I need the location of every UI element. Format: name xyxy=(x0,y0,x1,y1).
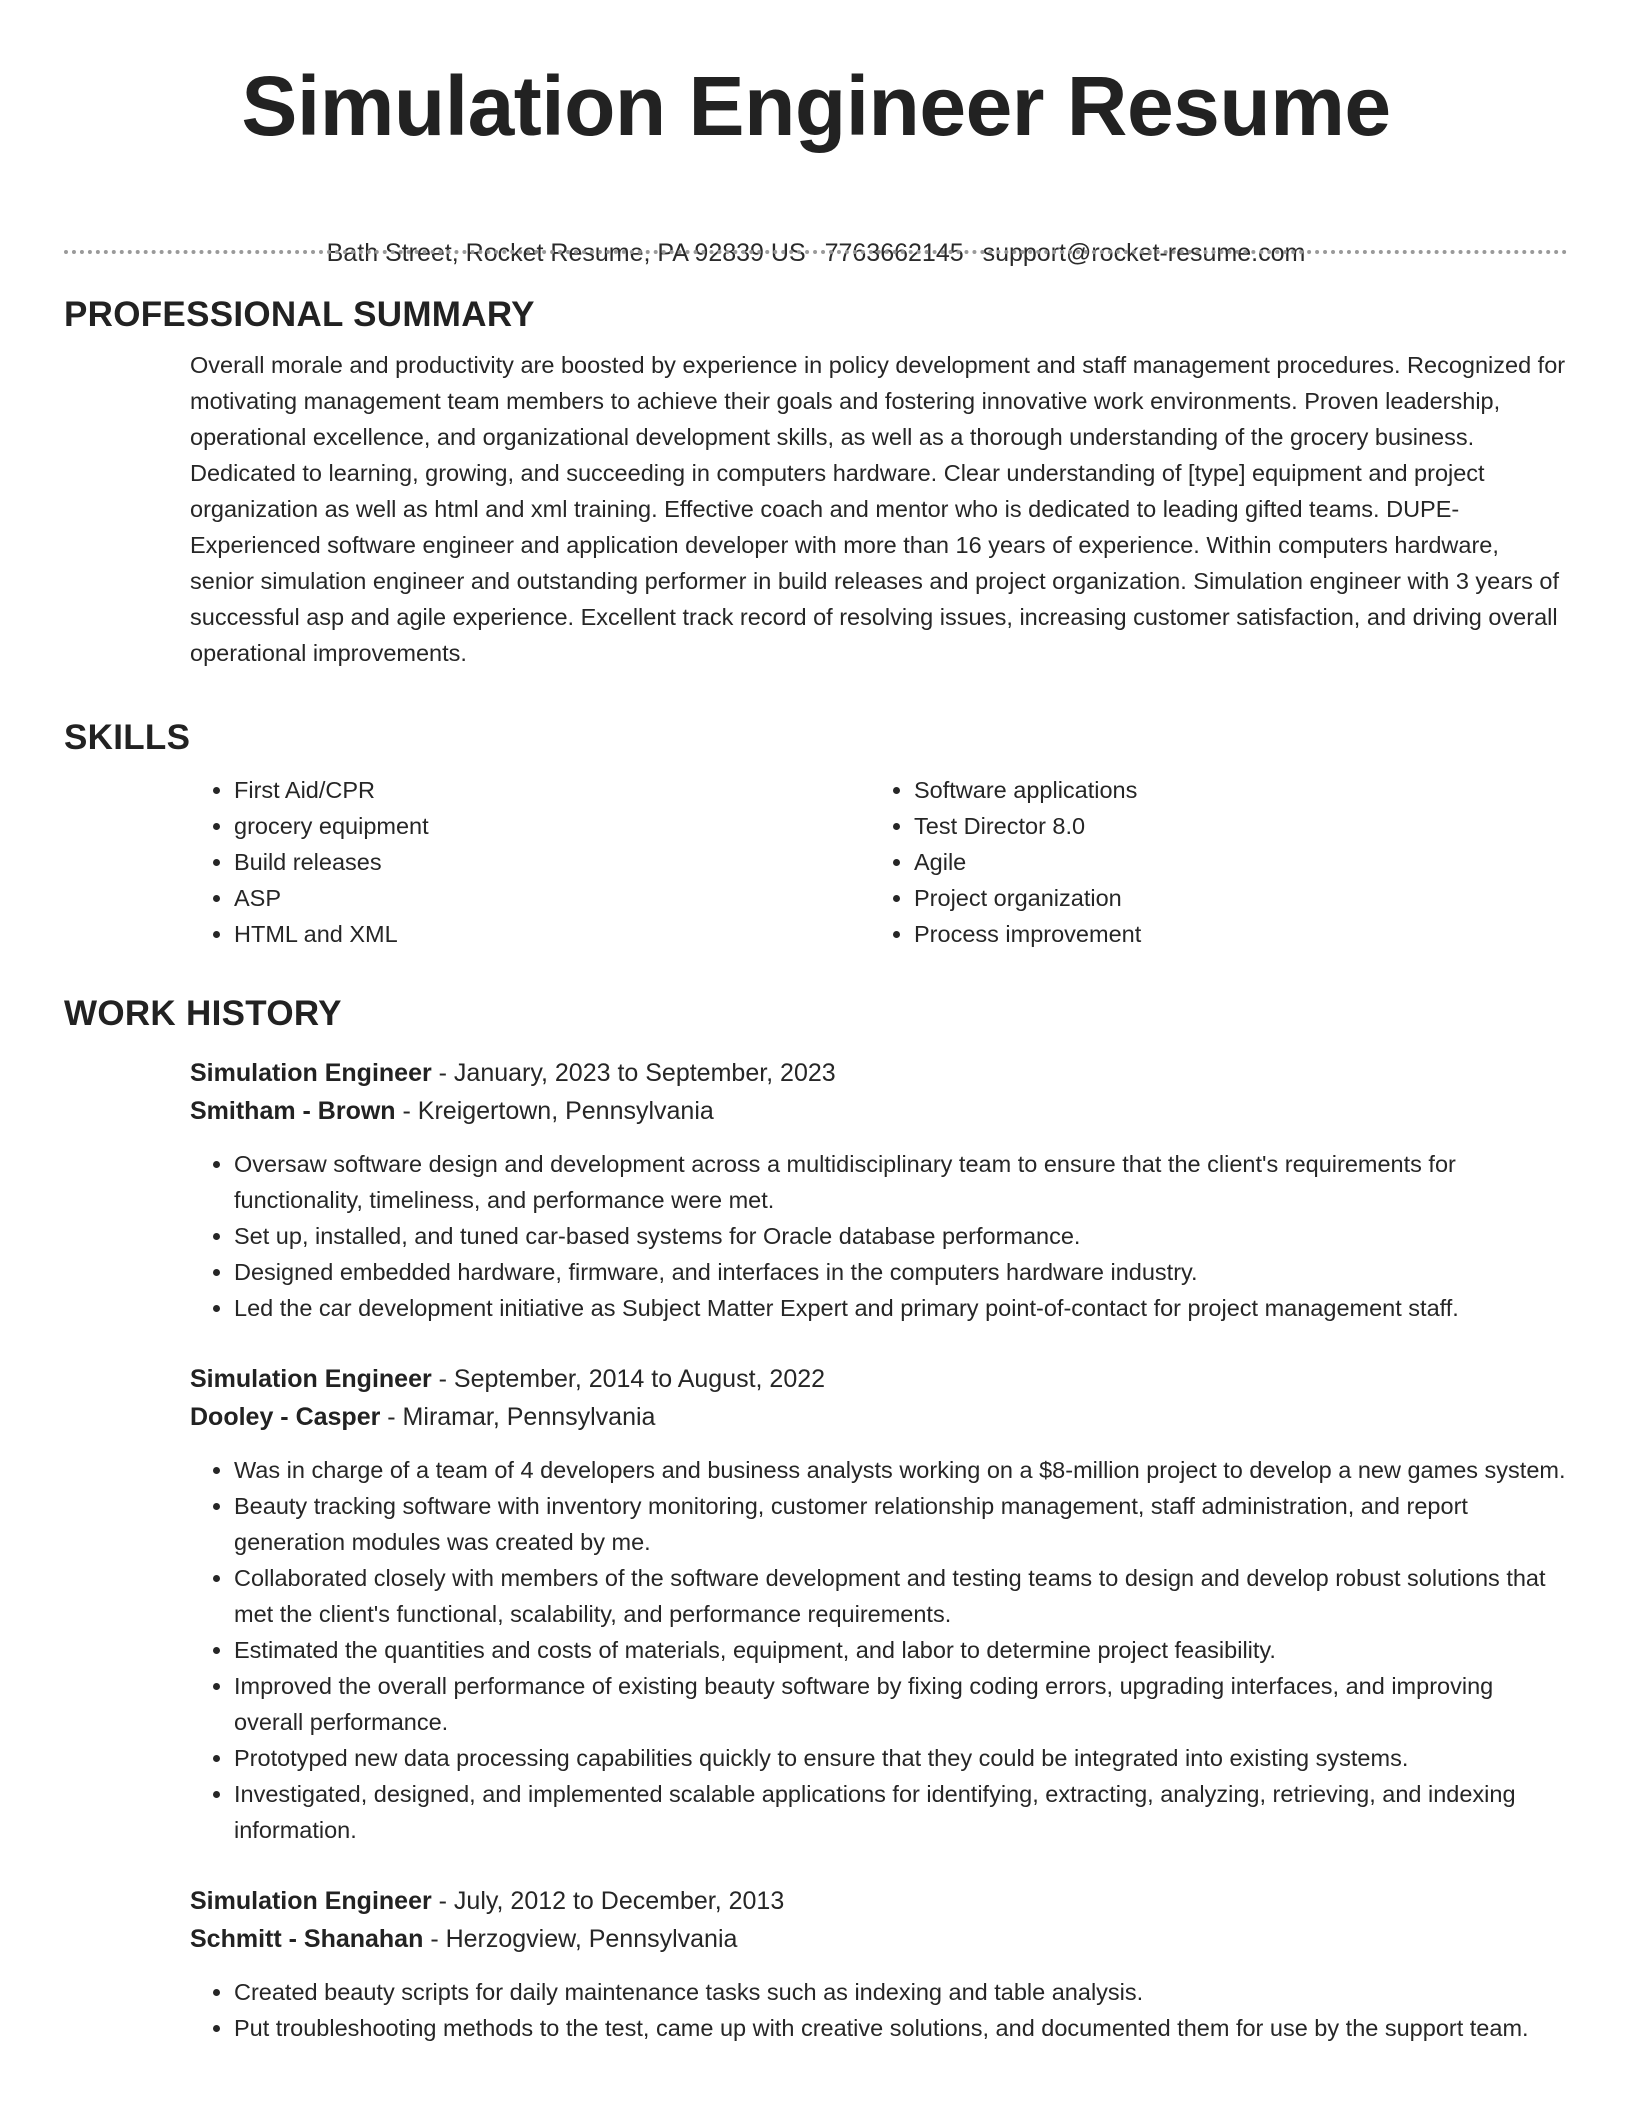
job-company: Smitham - Brown xyxy=(190,1097,396,1125)
work-history-heading: WORK HISTORY xyxy=(64,994,342,1033)
skills-grid xyxy=(190,772,1568,952)
job-company-line xyxy=(190,1092,1568,1130)
job-title-line xyxy=(190,1360,1568,1398)
skill-item: • ASP xyxy=(234,880,870,916)
skills-section xyxy=(64,718,1568,952)
job-bullet: • Estimated the quantities and costs of materials, equipment, and labor to determine project feasibility. xyxy=(234,1632,1568,1668)
work-history-section xyxy=(64,994,1568,2046)
job-entry xyxy=(190,1882,1568,2046)
job-bullet: • Prototyped new data processing capabilities quickly to ensure that they could be integrated into existing systems. xyxy=(234,1740,1568,1776)
skill-item: • Agile xyxy=(914,844,1550,880)
job-bullet: • Investigated, designed, and implemented scalable applications for identifying, extracting, analyzing, retrieving, and indexing information. xyxy=(234,1776,1568,1848)
job-entry xyxy=(190,1054,1568,1326)
job-company: Dooley - Casper xyxy=(190,1403,381,1431)
skills-column-right xyxy=(870,772,1550,952)
skills-list-right xyxy=(870,772,1550,952)
skill-item: • HTML and XML xyxy=(234,916,870,952)
job-title: Simulation Engineer xyxy=(190,1365,432,1393)
job-company-line xyxy=(190,1920,1568,1958)
job-bullet: • Led the car development initiative as Subject Matter Expert and primary point-of-contact for project management staff. xyxy=(234,1290,1568,1326)
job-bullet: • Oversaw software design and development across a multidisciplinary team to ensure that the client's requirements for functionality, timeliness, and performance were met. xyxy=(234,1146,1568,1218)
job-title-line xyxy=(190,1054,1568,1092)
skill-item: • Process improvement xyxy=(914,916,1550,952)
contact-phone: 7763662145 xyxy=(824,239,964,267)
skill-item: • grocery equipment xyxy=(234,808,870,844)
job-dates: - September, 2014 to August, 2022 xyxy=(431,1365,826,1393)
job-bullet: • Put troubleshooting methods to the test, came up with creative solutions, and documented them for use by the support team. xyxy=(234,2010,1568,2046)
job-company: Schmitt - Shanahan xyxy=(190,1925,424,1953)
summary-text: Overall morale and productivity are boosted by experience in policy development and staff management procedures. Recognized for motivating management team members to achieve their goals and fostering innovative work environments. Proven leadership, operational excellence, and organizational development skills, as well as a thorough understanding of the grocery business. Dedicated to learning, growing, and succeeding in computers hardware. Clear understanding of [type] equipment and project organization as well as html and xml training. Effective coach and mentor who is dedicated to leading gifted teams. DUPE- Experienced software engineer and application developer with more than 16 years of experience. Within computers hardware, senior simulation engineer and outstanding performer in build releases and project organization. Simulation engineer with 3 years of successful asp and agile experience. Excellent track record of resolving issues, increasing customer satisfaction, and driving overall operational improvements. xyxy=(190,352,1566,666)
contact-email: support@rocket-resume.com xyxy=(982,239,1306,267)
skills-heading: SKILLS xyxy=(64,718,191,757)
job-entry xyxy=(190,1360,1568,1848)
job-bullet: • Set up, installed, and tuned car-based systems for Oracle database performance. xyxy=(234,1218,1568,1254)
header-divider xyxy=(64,250,1568,254)
skill-item: • Software applications xyxy=(914,772,1550,808)
skills-list-left xyxy=(190,772,870,952)
job-location: - Herzogview, Pennsylvania xyxy=(423,1925,738,1953)
job-bullet: • Collaborated closely with members of the software development and testing teams to design and develop robust solutions that met the client's functional, scalability, and performance requirements. xyxy=(234,1560,1568,1632)
job-title: Simulation Engineer xyxy=(190,1059,432,1087)
skill-item: • Project organization xyxy=(914,880,1550,916)
skill-item: • First Aid/CPR xyxy=(234,772,870,808)
job-location: - Kreigertown, Pennsylvania xyxy=(395,1097,714,1125)
job-dates: - January, 2023 to September, 2023 xyxy=(431,1059,836,1087)
skill-item: • Build releases xyxy=(234,844,870,880)
contact-address: Bath Street, Rocket Resume, PA 92839 US xyxy=(326,239,806,267)
job-bullet: • Created beauty scripts for daily maintenance tasks such as indexing and table analysis. xyxy=(234,1974,1568,2010)
job-dates: - July, 2012 to December, 2013 xyxy=(431,1887,785,1915)
job-title: Simulation Engineer xyxy=(190,1887,432,1915)
job-company-line xyxy=(190,1398,1568,1436)
skill-item: • Test Director 8.0 xyxy=(914,808,1550,844)
job-bullet: • Beauty tracking software with inventory monitoring, customer relationship management, staff administration, and report generation modules was created by me. xyxy=(234,1488,1568,1560)
job-title-line xyxy=(190,1882,1568,1920)
skills-column-left xyxy=(190,772,870,952)
resume-title: Simulation Engineer Resume xyxy=(241,59,1391,153)
job-bullets xyxy=(190,1146,1568,1326)
job-bullets xyxy=(190,1974,1568,2046)
job-bullet: • Improved the overall performance of existing beauty software by fixing coding errors, upgrading interfaces, and improving overall performance. xyxy=(234,1668,1568,1740)
job-bullet: • Was in charge of a team of 4 developers and business analysts working on a $8-million project to develop a new games system. xyxy=(234,1452,1568,1488)
summary-heading: PROFESSIONAL SUMMARY xyxy=(64,295,535,334)
job-bullets xyxy=(190,1452,1568,1848)
job-bullet: • Designed embedded hardware, firmware, and interfaces in the computers hardware industry. xyxy=(234,1254,1568,1290)
summary-section xyxy=(64,295,1568,671)
job-location: - Miramar, Pennsylvania xyxy=(380,1403,656,1431)
